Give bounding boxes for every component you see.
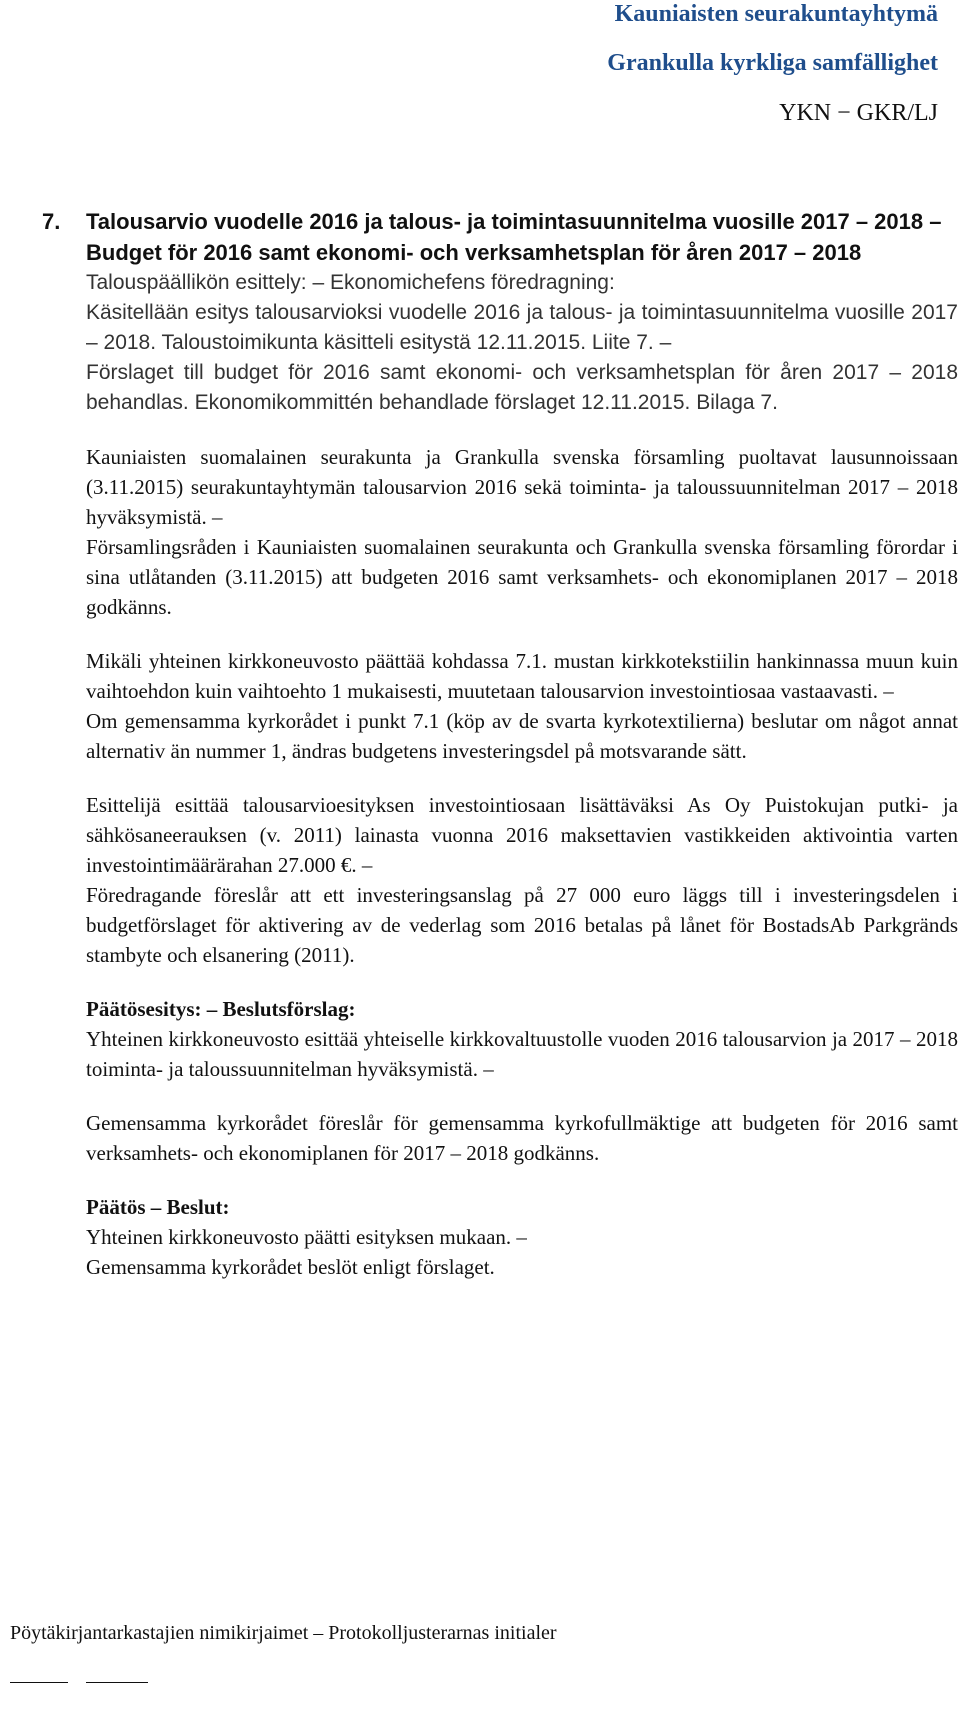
decision-text-finnish: Yhteinen kirkkoneuvosto päätti esityksen mukaan. – bbox=[86, 1225, 527, 1249]
organization-name-finnish: Kauniaisten seurakuntayhtymä bbox=[614, 1, 938, 27]
proposal-text-finnish: Yhteinen kirkkoneuvosto esittää yhteiselle kirkkovaltuustolle vuoden 2016 talousarvion ja 2017 – 2018 toiminta- ja taloussuunnitelman hyväksymistä. – bbox=[86, 1027, 958, 1081]
intro-text-swedish: Förslaget till budget för 2016 samt ekonomi- och verksamhetsplan för åren 2017 – 2018 behandlas. Ekonomikommittén behandlade förslaget 12.11.2015. Bilaga 7. bbox=[86, 361, 958, 414]
textile-text-swedish: Om gemensamma kyrkorådet i punkt 7.1 (köp av de svarta kyrkotextilierna) beslutar om något annat alternativ än nummer 1, ändras budgetens investeringsdel på motsvarande sätt. bbox=[86, 709, 958, 763]
proposal-heading: Päätösesitys: – Beslutsförslag: bbox=[86, 997, 356, 1021]
agenda-item-number: 7. bbox=[42, 209, 61, 234]
initials-label: Pöytäkirjantarkastajien nimikirjaimet – Protokolljusterarnas initialer bbox=[10, 1622, 557, 1644]
investment-text-finnish: Esittelijä esittää talousarvioesityksen investointiosaan lisättäväksi As Oy Puistokujan putki- ja sähkösaneerauksen (v. 2011) lainasta vuonna 2016 maksettavien vastikkeiden aktivointia varten investointimäärärahan 27.000 €. – bbox=[86, 793, 958, 877]
presenter-line: Talouspäällikön esittely: – Ekonomichefens föredragning: bbox=[86, 271, 615, 294]
textile-text-finnish: Mikäli yhteinen kirkkoneuvosto päättää kohdassa 7.1. mustan kirkkotekstiilin hankinnassa muun kuin vaihtoehdon kuin vaihtoehto 1 mukaisesti, muutetaan talousarvion investointiosaa vastaavasti. – bbox=[86, 649, 958, 703]
presentation-section bbox=[86, 268, 958, 418]
investment-text-swedish: Föredragande föreslår att ett investeringsanslag på 27 000 euro läggs till i investeringsdelen i budgetförslaget för aktivering av de vederlag som 2016 betalas på lånet för BostadsAb Parkgränds stambyte och elsanering (2011). bbox=[86, 883, 958, 967]
intro-text-finnish: Käsitellään esitys talousarvioksi vuodelle 2016 ja talous- ja toimintasuunnitelma vuosille 2017 – 2018. Taloustoimikunta käsitteli esitystä 12.11.2015. Liite 7. – bbox=[86, 301, 958, 354]
proposal-text-swedish: Gemensamma kyrkorådet föreslår för gemensamma kyrkofullmäktige att budgeten för 2016 samt verksamhets- och ekonomiplanen för 2017 – 2018 godkänns. bbox=[86, 1111, 958, 1165]
initials-line bbox=[86, 1682, 148, 1683]
initials-line bbox=[10, 1682, 68, 1683]
organization-name-swedish: Grankulla kyrkliga samfällighet bbox=[607, 50, 938, 76]
statement-text-finnish: Kauniaisten suomalainen seurakunta ja Grankulla svenska församling puoltavat lausunnoissaan (3.11.2015) seurakuntayhtymän talousarvion 2016 sekä toiminta- ja taloussuunnitelman 2017 – 2018 hyväksymistä. – bbox=[86, 445, 958, 529]
decision-heading: Päätös – Beslut: bbox=[86, 1195, 230, 1219]
agenda-item-title: Talousarvio vuodelle 2016 ja talous- ja toimintasuunnitelma vuosille 2017 – 2018 – Budget för 2016 samt ekonomi- och verksamhetsplan för åren 2017 – 2018 bbox=[86, 209, 942, 265]
agenda-item-heading bbox=[42, 206, 958, 268]
document-reference: YKN − GKR/LJ bbox=[779, 100, 938, 126]
decision-text-swedish: Gemensamma kyrkorådet beslöt enligt förslaget. bbox=[86, 1255, 495, 1279]
statement-text-swedish: Församlingsråden i Kauniaisten suomalainen seurakunta och Grankulla svenska församling förordar i sina utlåtanden (3.11.2015) att budgeten 2016 samt verksamhets- och ekonomiplanen 2017 – 2018 godkänns. bbox=[86, 535, 958, 619]
minutes-body bbox=[42, 206, 958, 1282]
